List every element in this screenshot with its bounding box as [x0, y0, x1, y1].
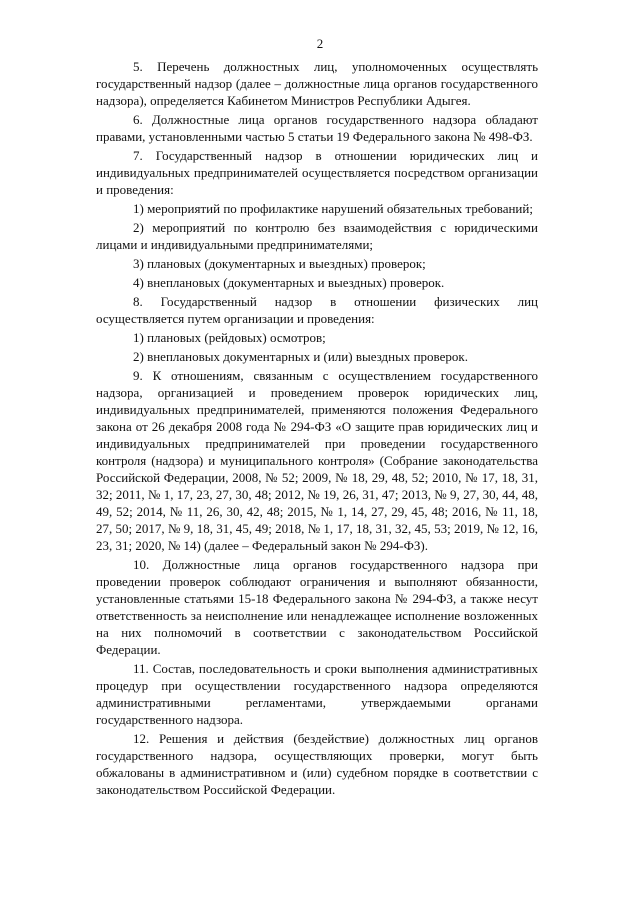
paragraph-7-item-3: 3) плановых (документарных и выездных) проверок; [133, 256, 426, 271]
paragraph-8-item-2: 2) внеплановых документарных и (или) выездных проверок. [133, 349, 468, 364]
paragraph-6: 6. Должностные лица органов государственного надзора обладают правами, установленными частью 5 статьи 19 Федерального закона № 498-ФЗ. [96, 112, 538, 144]
paragraph-7-item-4: 4) внеплановых (документарных и выездных) проверок. [133, 275, 445, 290]
paragraph-7: 7. Государственный надзор в отношении юридических лиц и индивидуальных предпринимателей осуществляется посредством организации и проведения: [96, 148, 538, 197]
paragraph-10: 10. Должностные лица органов государственного надзора при проведении проверок соблюдают ограничения и выполняют обязанности, установленные статьями 15-18 Федерального закона № 294-ФЗ, а также несут ответственность за неисполнение или ненадлежащее исполнение возложенных на них полномочий в соответствии с законодательством Российской Федерации. [96, 557, 538, 657]
paragraph-9: 9. К отношениям, связанным с осуществлением государственного надзора, организацией и проведением проверок юридических лиц, индивидуальных предпринимателей, применяются положения Федерального закона от 26 декабря 2008 года № 294-ФЗ «О защите прав юридических лиц и индивидуальных предпринимателей при проведении государственного контроля (надзора) и муниципального контроля» (Собрание законодательства Российской Федерации, 2008, № 52; 2009, № 18, 29, 48, 52; 2010, № 17, 18, 31, 32; 2011, № 1, 17, 23, 27, 30, 48; 2012, № 19, 26, 31, 47; 2013, № 9, 27, 30, 44, 48, 49, 52; 2014, № 11, 26, 30, 42, 48; 2015, № 1, 14, 27, 29, 45, 48; 2016, № 11, 18, 27, 50; 2017, № 9, 18, 31, 45, 49; 2018, № 1, 17, 18, 31, 32, 45, 53; 2019, № 12, 16, 23, 31; 2020, № 14) (далее – Федеральный закон № 294-ФЗ). [96, 368, 538, 553]
document-body [96, 58, 538, 800]
paragraph-11: 11. Состав, последовательность и сроки выполнения административных процедур при осуществлении государственного надзора определяются административными регламентами, утверждаемыми органами государственного надзора. [96, 661, 538, 727]
paragraph-5: 5. Перечень должностных лиц, уполномоченных осуществлять государственный надзор (далее – должностные лица органов государственного надзора), определяется Кабинетом Министров Республики Адыгея. [96, 59, 538, 108]
page-number: 2 [316, 36, 324, 51]
paragraph-7-item-2: 2) мероприятий по контролю без взаимодействия с юридическими лицами и индивидуальными предпринимателями; [96, 220, 538, 252]
paragraph-12: 12. Решения и действия (бездействие) должностных лиц органов государственного надзора, осуществляющих проверки, могут быть обжалованы в административном и (или) судебном порядке в соответствии с законодательством Российской Федерации. [96, 731, 538, 797]
paragraph-8-item-1: 1) плановых (рейдовых) осмотров; [133, 330, 326, 345]
paragraph-8: 8. Государственный надзор в отношении физических лиц осуществляется путем организации и проведения: [96, 294, 538, 326]
paragraph-7-item-1: 1) мероприятий по профилактике нарушений обязательных требований; [133, 201, 533, 216]
